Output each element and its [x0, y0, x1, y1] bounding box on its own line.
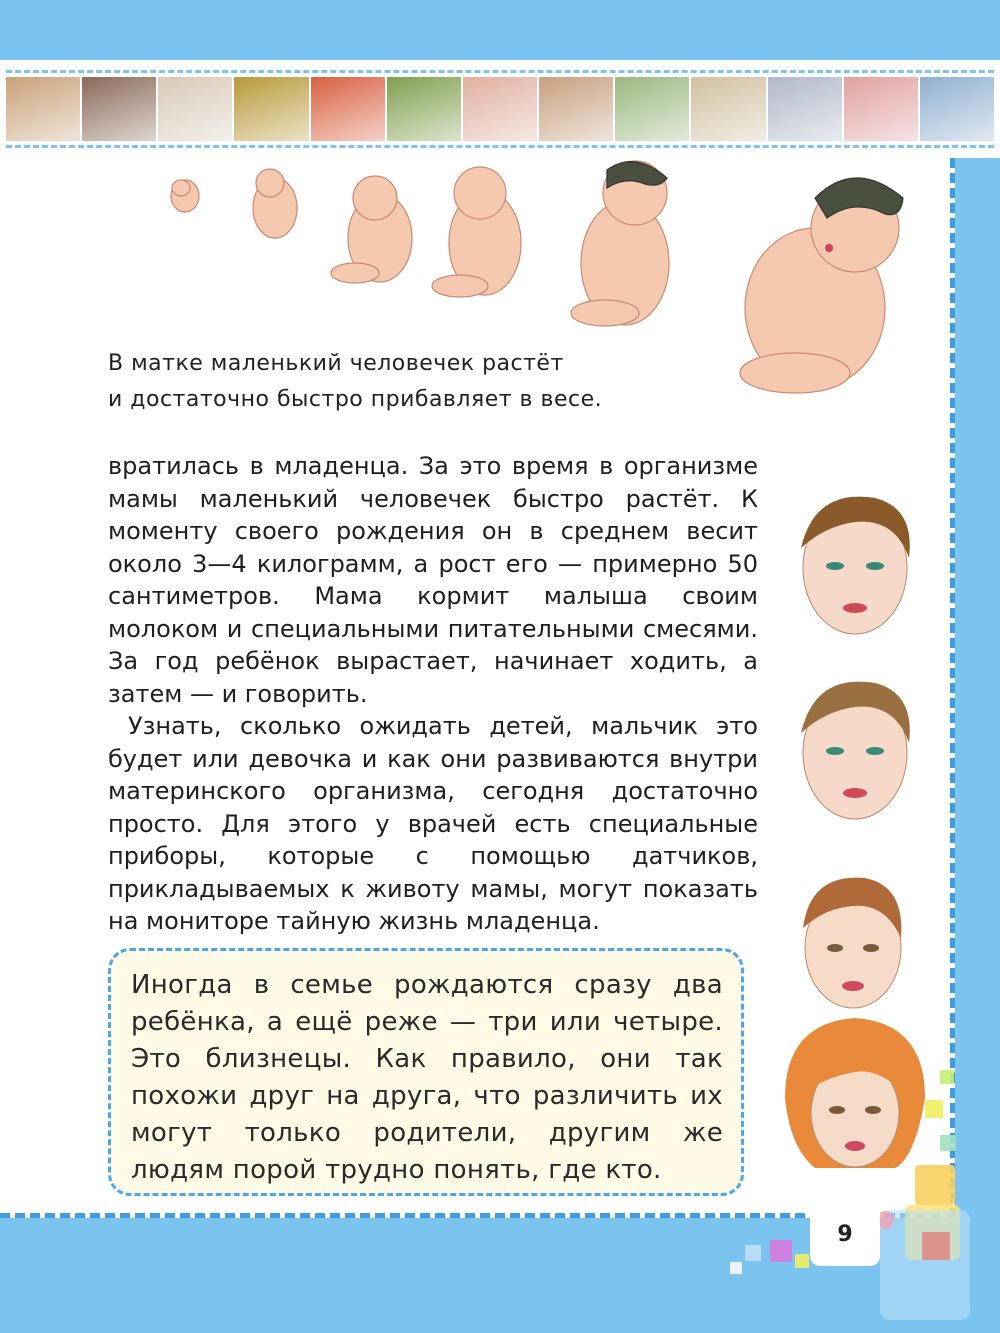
child-photo	[539, 77, 613, 141]
embryo-stage-5	[571, 161, 669, 326]
face-2	[801, 682, 910, 819]
child-photo	[158, 77, 232, 141]
paragraph-2: Узнать, сколько ожидать детей, мальчик это будет или девочка и как они развиваются внутри материнского организма, сегодня достаточно просто. Для этого у врачей есть специальные приборы, которые с помощью датчиков, прикладываемых к животу мамы, могут показать на мониторе тайную жизнь младенца.	[108, 712, 758, 935]
child-photo	[6, 77, 80, 141]
illustration-caption	[108, 346, 668, 418]
caption-line-1: В матке маленький человечек растёт	[108, 351, 564, 376]
face-1	[801, 497, 910, 634]
child-photo	[920, 77, 994, 141]
child-photo	[691, 77, 765, 141]
child-photo	[768, 77, 842, 141]
embryo-stage-6	[740, 178, 903, 393]
photo-strip	[0, 60, 1000, 158]
embryo-stage-4	[432, 167, 521, 297]
child-photo	[387, 77, 461, 141]
child-photo	[82, 77, 156, 141]
child-photo	[463, 77, 537, 141]
embryo-stage-2	[253, 169, 297, 238]
face-3	[803, 878, 901, 1008]
page-number-box	[810, 1212, 880, 1266]
twins-note-box	[108, 948, 744, 1196]
children-photos	[6, 70, 994, 148]
twins-note-text: Иногда в семье рождаются сразу два ребёнка, а ещё реже — три или четыре. Это близнецы. Как правило, они так похожи друг на друга, что различить их могут только родители, другим же людям порой трудно понять, где кто.	[131, 970, 723, 1185]
caption-line-2: и достаточно быстро прибавляет в весе.	[108, 387, 603, 412]
child-photo	[311, 77, 385, 141]
embryo-stage-1	[171, 180, 199, 212]
paragraph-1: вратилась в младенца. За это время в организме мамы маленький человечек быстро растёт. К моменту своего рождения он в среднем весит около 3—4 килограмм, а рост его — примерно 50 сантиметров. Мама кормит малыша своим молоком и специальными питательными смесями. За год ребёнок вырастает, начинает ходить, а затем — и говорить.	[108, 452, 758, 708]
embryo-stage-3	[331, 176, 412, 283]
page-number: 9	[837, 1222, 853, 1247]
child-photo	[234, 77, 308, 141]
main-text	[108, 450, 758, 938]
decorative-squares	[700, 1040, 1000, 1333]
child-photo	[615, 77, 689, 141]
child-photo	[844, 77, 918, 141]
